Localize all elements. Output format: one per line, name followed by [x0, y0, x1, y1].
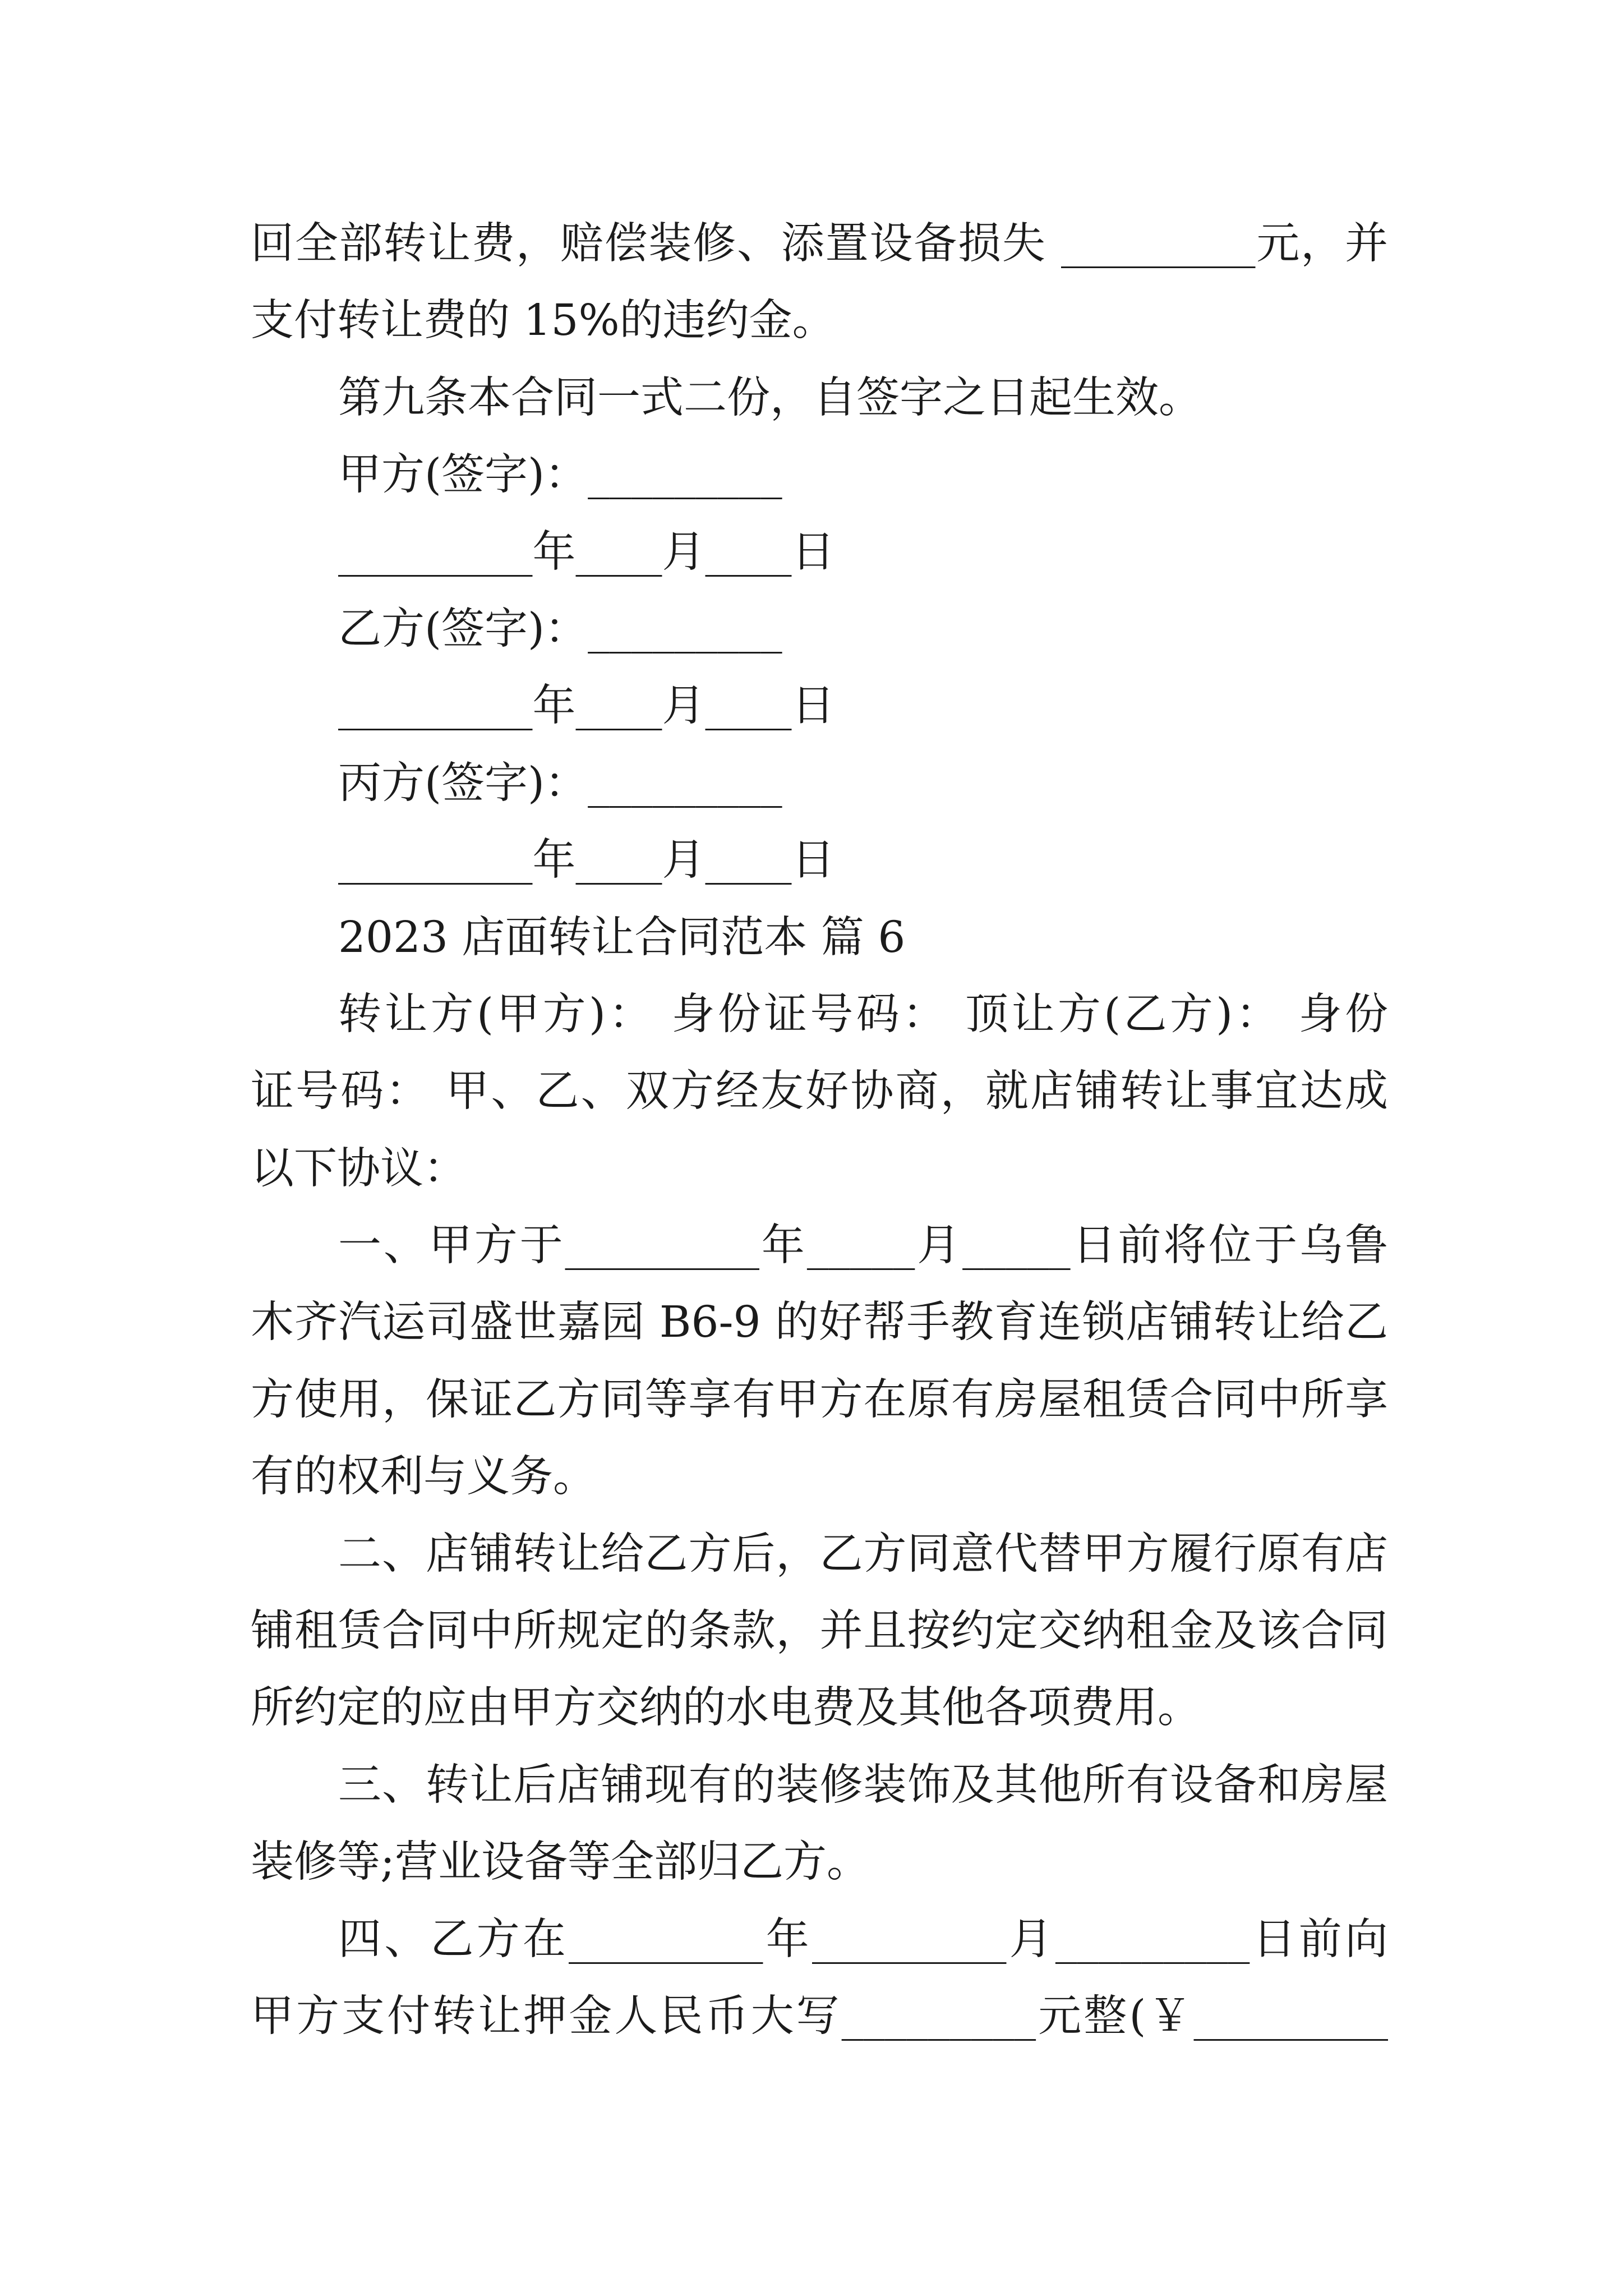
- party-c-signature: 丙方(签字)：_________: [338, 758, 782, 808]
- intro-line-2: 证号码： 甲、乙、双方经友好协商，就店铺转让事宜达成: [251, 1066, 1388, 1117]
- clause-2-line-2: 铺租赁合同中所规定的条款，并且按约定交纳租金及该合同: [251, 1606, 1388, 1657]
- party-b-signature: 乙方(签字)：_________: [338, 604, 782, 654]
- clause-4-line-2: 甲方支付转让押金人民币大写_________元整(￥_________: [251, 1991, 1388, 2041]
- clause-3-line-1: 三、转让后店铺现有的装修装饰及其他所有设备和房屋: [338, 1760, 1388, 1810]
- clause-2-line-3: 所约定的应由甲方交纳的水电费及其他各项费用。: [251, 1683, 1201, 1733]
- previous-article-line-1: 回全部转让费，赔偿装修、添置设备损失 _________元，并: [251, 219, 1388, 269]
- clause-3-line-2: 装修等;营业设备等全部归乙方。: [251, 1837, 870, 1888]
- previous-article-line-2: 支付转让费的 15%的违约金。: [251, 296, 836, 346]
- clause-4-line-1: 四、乙方在_________年_________月_________日前向: [338, 1914, 1388, 1964]
- document-body: [251, 205, 1388, 2055]
- clause-1-line-4: 有的权利与义务。: [251, 1452, 596, 1502]
- intro-line-1: 转让方(甲方)： 身份证号码： 顶让方(乙方)： 身份: [338, 989, 1388, 1039]
- intro-line-3: 以下协议：: [251, 1143, 467, 1194]
- clause-1-line-3: 方使用，保证乙方同等享有甲方在原有房屋租赁合同中所享: [251, 1374, 1388, 1425]
- party-a-date: _________年____月____日: [338, 527, 835, 577]
- party-c-date: _________年____月____日: [338, 835, 835, 886]
- clause-1-line-1: 一、甲方于_________年_____月_____日前将位于乌鲁: [338, 1221, 1388, 1271]
- party-a-signature: 甲方(签字)：_________: [338, 450, 782, 500]
- party-b-date: _________年____月____日: [338, 681, 835, 731]
- section-heading: 2023 店面转让合同范本 篇 6: [338, 912, 906, 963]
- clause-2-line-1: 二、店铺转让给乙方后，乙方同意代替甲方履行原有店: [338, 1529, 1388, 1579]
- clause-1-line-2: 木齐汽运司盛世嘉园 B6-9 的好帮手教育连锁店铺转让给乙: [251, 1297, 1388, 1348]
- article-9: 第九条本合同一式二份，自签字之日起生效。: [338, 372, 1202, 423]
